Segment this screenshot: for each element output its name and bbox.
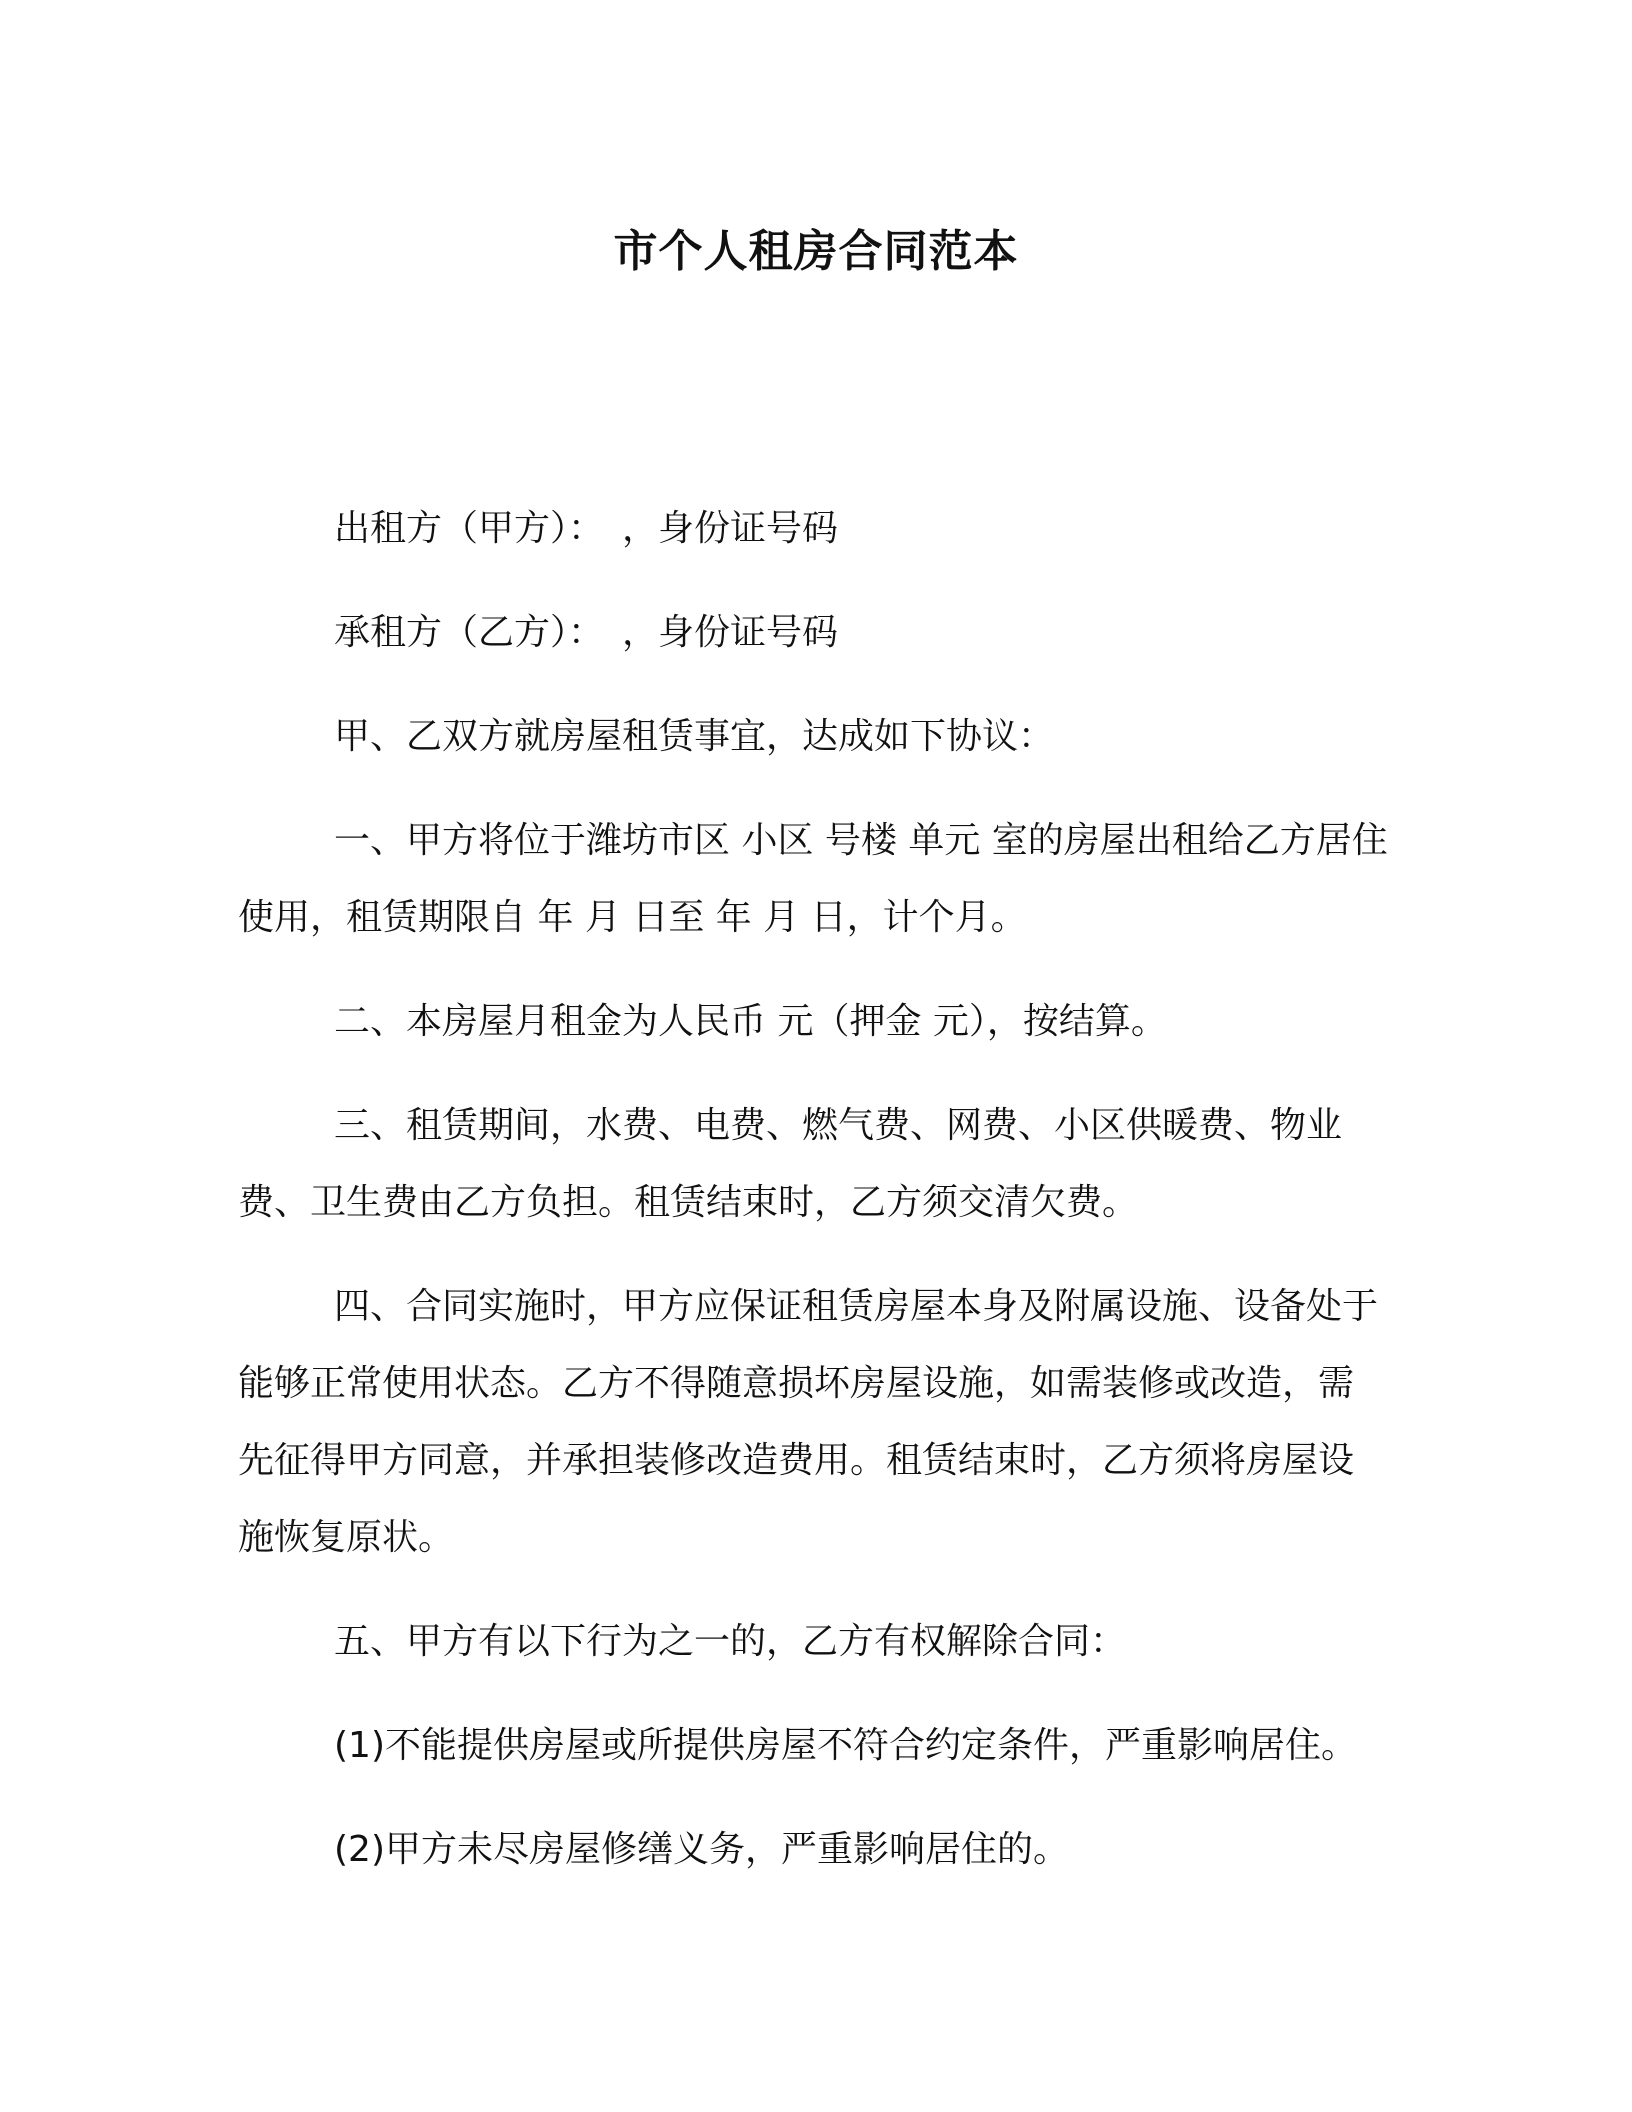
paragraph-clause-2: 二、本房屋月租金为人民币 元（押金 元），按结算。 xyxy=(334,1001,1167,1042)
paragraph-clause-3: 三、租赁期间，水费、电费、燃气费、网费、小区供暖费、物业费、卫生费由乙方负担。租赁结束时，乙方须交清欠费。 xyxy=(238,1105,1343,1223)
paragraph-clause-4: 四、合同实施时，甲方应保证租赁房屋本身及附属设施、设备处于能够正常使用状态。乙方不得随意损坏房屋设施，如需装修或改造，需先征得甲方同意，并承担装修改造费用。租赁结束时，乙方须将房屋设施恢复原状。 xyxy=(238,1286,1379,1558)
paragraph-clause-5: 五、甲方有以下行为之一的，乙方有权解除合同： xyxy=(334,1621,1127,1662)
paragraph-lessor: 出租方（甲方）： ，身份证号码 xyxy=(334,508,839,549)
paragraph-clause-5-item-2: (2)甲方未尽房屋修缮义务，严重影响居住的。 xyxy=(334,1829,1069,1870)
paragraph-clause-5-item-1: (1)不能提供房屋或所提供房屋不符合约定条件，严重影响居住。 xyxy=(334,1725,1357,1766)
document-body xyxy=(238,490,1388,1915)
paragraph-lessee: 承租方（乙方）： ，身份证号码 xyxy=(334,612,839,653)
paragraph-clause-1: 一、甲方将位于潍坊市区 小区 号楼 单元 室的房屋出租给乙方居住使用，租赁期限自 年 月 日至 年 月 日，计个月。 xyxy=(238,820,1388,938)
paragraph-agreement-intro: 甲、乙双方就房屋租赁事宜，达成如下协议： xyxy=(334,716,1055,757)
document-title: 市个人租房合同范本 xyxy=(613,226,1019,277)
